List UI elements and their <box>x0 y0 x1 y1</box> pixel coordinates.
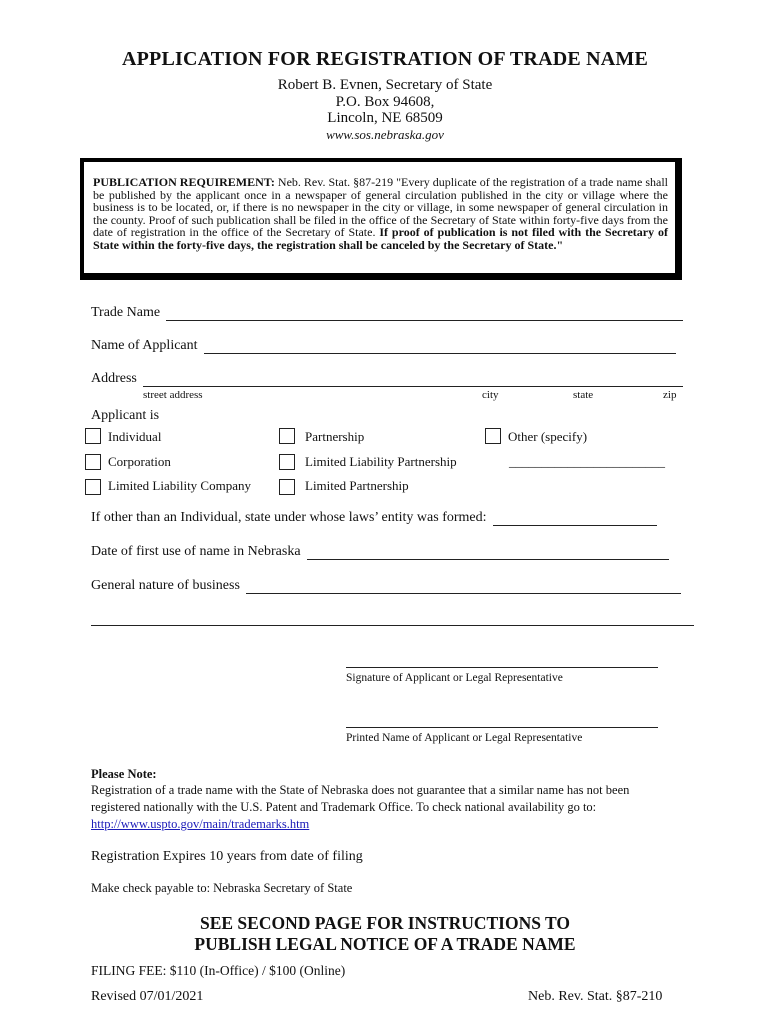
llc-checkbox[interactable] <box>85 479 101 495</box>
llp-checkbox[interactable] <box>279 454 295 470</box>
lp-label: Limited Partnership <box>305 478 409 493</box>
address-label: Address <box>91 371 137 386</box>
note-text: Registration of a trade name with the State of Nebraska does not guarantee that a similar name has not been registered nationally with the U.S. Patent and Trademark Office. To check national availability go to: <box>91 783 630 814</box>
other-label: Other (specify) <box>508 429 588 444</box>
first-use-row <box>91 544 669 560</box>
note-body <box>91 782 671 833</box>
address-field[interactable] <box>143 373 683 387</box>
llc-label: Limited Liability Company <box>108 478 251 493</box>
corporation-label: Corporation <box>108 454 171 469</box>
see-second-page-line2: PUBLISH LEGAL NOTICE OF A TRADE NAME <box>194 934 576 954</box>
other-checkbox[interactable] <box>485 428 501 444</box>
zip-label: zip <box>663 389 677 401</box>
publication-warning: If proof of publication is not filed with the Secretary of State within the forty-five days, the registration shall be canceled by the Secretary of State." <box>93 225 669 252</box>
note-heading: Please Note: <box>91 767 157 781</box>
first-use-label: Date of first use of name in Nebraska <box>91 544 301 559</box>
trade-name-row <box>91 305 683 321</box>
page-title: APPLICATION FOR REGISTRATION OF TRADE NAME <box>121 48 649 70</box>
filing-fee: FILING FEE: $110 (In-Office) / $100 (Online) <box>91 963 346 978</box>
city-line: Lincoln, NE 68509 <box>327 110 443 126</box>
individual-checkbox[interactable] <box>85 428 101 444</box>
website: www.sos.nebraska.gov <box>326 127 444 142</box>
trade-name-field[interactable] <box>166 307 683 321</box>
business-nature-extra-line[interactable] <box>91 625 694 626</box>
state-of-formation-label: If other than an Individual, state under whose laws’ entity was formed: <box>91 510 487 525</box>
expires-text: Registration Expires 10 years from date of filing <box>91 849 363 864</box>
payable-text: Make check payable to: Nebraska Secretary of State <box>91 881 353 895</box>
partnership-label: Partnership <box>305 429 365 444</box>
individual-label: Individual <box>108 429 162 444</box>
state-of-formation-row <box>91 510 657 526</box>
printed-name-line[interactable] <box>346 727 658 728</box>
revised-date: Revised 07/01/2021 <box>91 989 204 1004</box>
po-box: P.O. Box 94608, <box>335 94 435 110</box>
applicant-name-field[interactable] <box>204 340 676 354</box>
lp-checkbox[interactable] <box>279 479 295 495</box>
signature-line[interactable] <box>346 667 658 668</box>
publication-label: PUBLICATION REQUIREMENT: <box>93 175 275 189</box>
signature-label: Signature of Applicant or Legal Representative <box>346 672 563 684</box>
printed-name-label: Printed Name of Applicant or Legal Representative <box>346 732 583 744</box>
city-label: city <box>482 389 499 401</box>
corporation-checkbox[interactable] <box>85 454 101 470</box>
other-specify-field[interactable]: ________________________ <box>509 454 665 469</box>
business-nature-row <box>91 578 681 594</box>
business-nature-field[interactable] <box>246 580 681 594</box>
state-label: state <box>573 389 594 401</box>
business-nature-label: General nature of business <box>91 578 240 593</box>
publication-requirement-box <box>80 158 682 280</box>
applicant-is-label: Applicant is <box>91 408 160 423</box>
state-of-formation-field[interactable] <box>493 512 657 526</box>
trade-name-label: Trade Name <box>91 305 161 320</box>
applicant-name-row <box>91 338 676 354</box>
partnership-checkbox[interactable] <box>279 428 295 444</box>
applicant-name-label: Name of Applicant <box>91 338 198 353</box>
official-name: Robert B. Evnen, Secretary of State <box>277 77 493 93</box>
publication-text: Neb. Rev. Stat. §87-219 "Every duplicate of the registration of a trade name shall be published by the applicant once in a newspaper of general circulation published in the city or village where the business is to be located, or, if there is no newspaper in the city or village, in some newspaper of general circulation in the county. Proof of such publication shall be filed in the office of the Secretary of State within forty-five days from the date of registration in the office of the Secretary of State. <box>93 175 669 240</box>
street-address-label: street address <box>143 389 203 401</box>
llp-label: Limited Liability Partnership <box>305 454 457 469</box>
uspto-link[interactable]: http://www.uspto.gov/main/trademarks.htm <box>91 817 310 831</box>
see-second-page-line1: SEE SECOND PAGE FOR INSTRUCTIONS TO <box>199 913 571 933</box>
first-use-field[interactable] <box>307 546 669 560</box>
statute-reference: Neb. Rev. Stat. §87-210 <box>528 989 663 1004</box>
address-row <box>91 371 683 387</box>
